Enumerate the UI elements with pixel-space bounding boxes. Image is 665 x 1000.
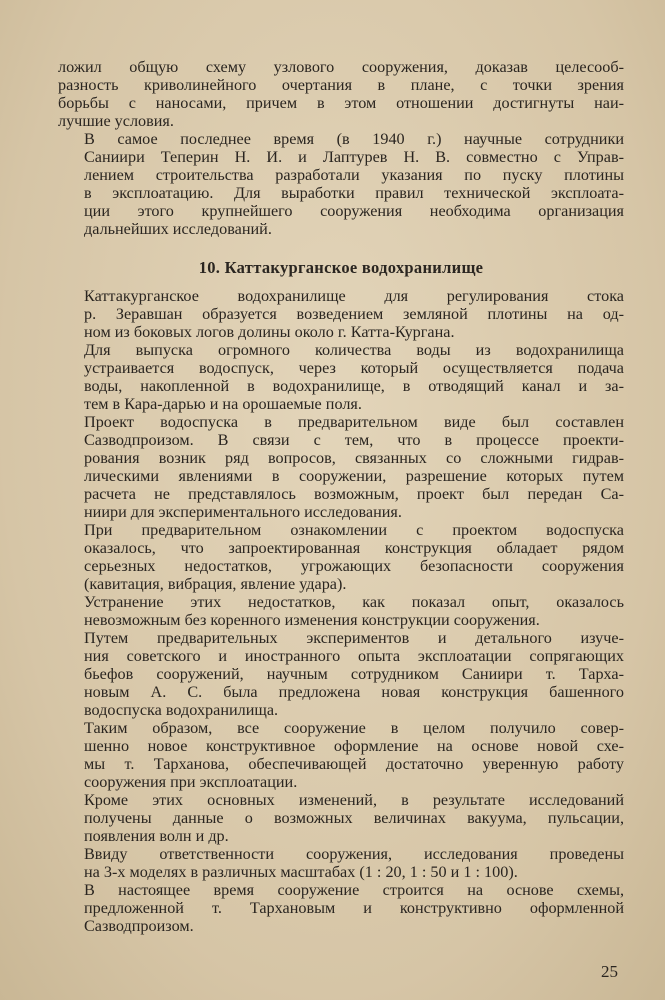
text-line: Саниири Теперин Н. И. и Лаптурев Н. В. совместно с Управ- [84, 148, 624, 166]
text-line: (кавитация, вибрация, явление удара). [84, 575, 347, 593]
text-line: ложил общую схему узлового сооружения, доказав целесооб- [58, 58, 624, 76]
text-line: бьефов сооружений, научным сотрудником Саниири т. Тарха- [84, 665, 624, 683]
text-line: серьезных недостатков, угрожающих безопасности сооружения [84, 557, 624, 575]
paragraph [58, 413, 624, 521]
page-text [58, 58, 624, 935]
text-line: лением строительства разработали указания по пуску плотины [84, 166, 624, 184]
page-number: 25 [601, 962, 618, 981]
text-line: ния советского и иностранного опыта эксплоатации сопрягающих [84, 647, 624, 665]
bottom-section [58, 287, 624, 935]
text-line: дальнейших исследований. [84, 220, 272, 238]
paragraph [58, 845, 624, 881]
text-line: водоспуска водохранилища. [84, 701, 279, 719]
text-line: в эксплоатацию. Для выработки правил технической эксплоата- [84, 184, 624, 202]
text-line: разность криволинейного очертания в плане, с точки зрения [58, 76, 624, 94]
text-line: нииpи для экспериментального исследования. [84, 503, 402, 521]
text-line: на 3-х моделях в различных масштабах (1 : 20, 1 : 50 и 1 : 100). [84, 863, 518, 881]
top-section [58, 58, 624, 238]
text-line: мы т. Тарханова, обеспечивающей достаточно уверенную работу [84, 755, 624, 773]
text-line: лическими явлениями в сооружении, разрешение которых путем [84, 467, 624, 485]
paragraph [58, 341, 624, 413]
paragraph [58, 629, 624, 719]
paragraph [58, 521, 624, 593]
text-line: тем в Кара-дарью и на орошаемые поля. [84, 395, 362, 413]
text-line: рования возник ряд вопросов, связанных со сложными гидрав- [84, 449, 624, 467]
text-line: предложенной т. Тархановым и конструктивно оформленной [84, 899, 624, 917]
text-line: Сазводпроизом. [84, 917, 194, 935]
text-line: Путем предварительных экспериментов и детального изуче- [84, 629, 624, 647]
text-line: получены данные о возможных величинах вакуума, пульсации, [84, 809, 624, 827]
text-line: Проект водоспуска в предварительном виде был составлен [84, 413, 624, 431]
text-line: ции этого крупнейшего сооружения необходима организация [84, 202, 624, 220]
paragraph [58, 130, 624, 238]
text-line: р. Зеравшан образуется возведением земляной плотины на од- [84, 305, 624, 323]
text-line: Сазводпроизом. В связи с тем, что в процессе проекти- [84, 431, 624, 449]
text-line: Ввиду ответственности сооружения, исследования проведены [84, 845, 624, 863]
section-heading: 10. Каттакурганское водохранилище [198, 258, 484, 277]
text-line: ном из боковых логов долины около г. Катта-Кургана. [84, 323, 455, 341]
text-line: оказалось, что запроектированная конструкция обладает рядом [84, 539, 624, 557]
text-line: устраивается водоспуск, через который осуществляется подача [84, 359, 624, 377]
paragraph [58, 881, 624, 935]
paragraph [58, 593, 624, 629]
text-line: При предварительном ознакомлении с проектом водоспуска [84, 521, 624, 539]
paragraph [58, 58, 624, 130]
text-line: Для выпуска огромного количества воды из водохранилища [84, 341, 624, 359]
text-line: воды, накопленной в водохранилище, в отводящий канал и за- [84, 377, 624, 395]
paragraph [58, 719, 624, 791]
text-line: сооружения при эксплоатации. [84, 773, 298, 791]
text-line: Устранение этих недостатков, как показал опыт, оказалось [84, 593, 624, 611]
text-line: расчета не представлялось возможным, проект был передан Са- [84, 485, 624, 503]
text-line: В самое последнее время (в 1940 г.) научные сотрудники [84, 130, 624, 148]
text-line: борьбы с наносами, причем в этом отношении достигнуты наи- [58, 94, 624, 112]
text-line: шенно новое конструктивное оформление на основе новой схе- [84, 737, 624, 755]
text-line: новым А. С. была предложена новая конструкция башенного [84, 683, 624, 701]
paragraph [58, 791, 624, 845]
text-line: Кроме этих основных изменений, в результате исследований [84, 791, 624, 809]
text-line: невозможным без коренного изменения конструкции сооружения. [84, 611, 540, 629]
text-line: В настоящее время сооружение строится на основе схемы, [84, 881, 624, 899]
text-line: лучшие условия. [58, 112, 174, 130]
text-line: Каттакурганское водохранилище для регулирования стока [84, 287, 624, 305]
text-line: появления волн и др. [84, 827, 229, 845]
paragraph [58, 287, 624, 341]
text-line: Таким образом, все сооружение в целом получило совер- [84, 719, 624, 737]
